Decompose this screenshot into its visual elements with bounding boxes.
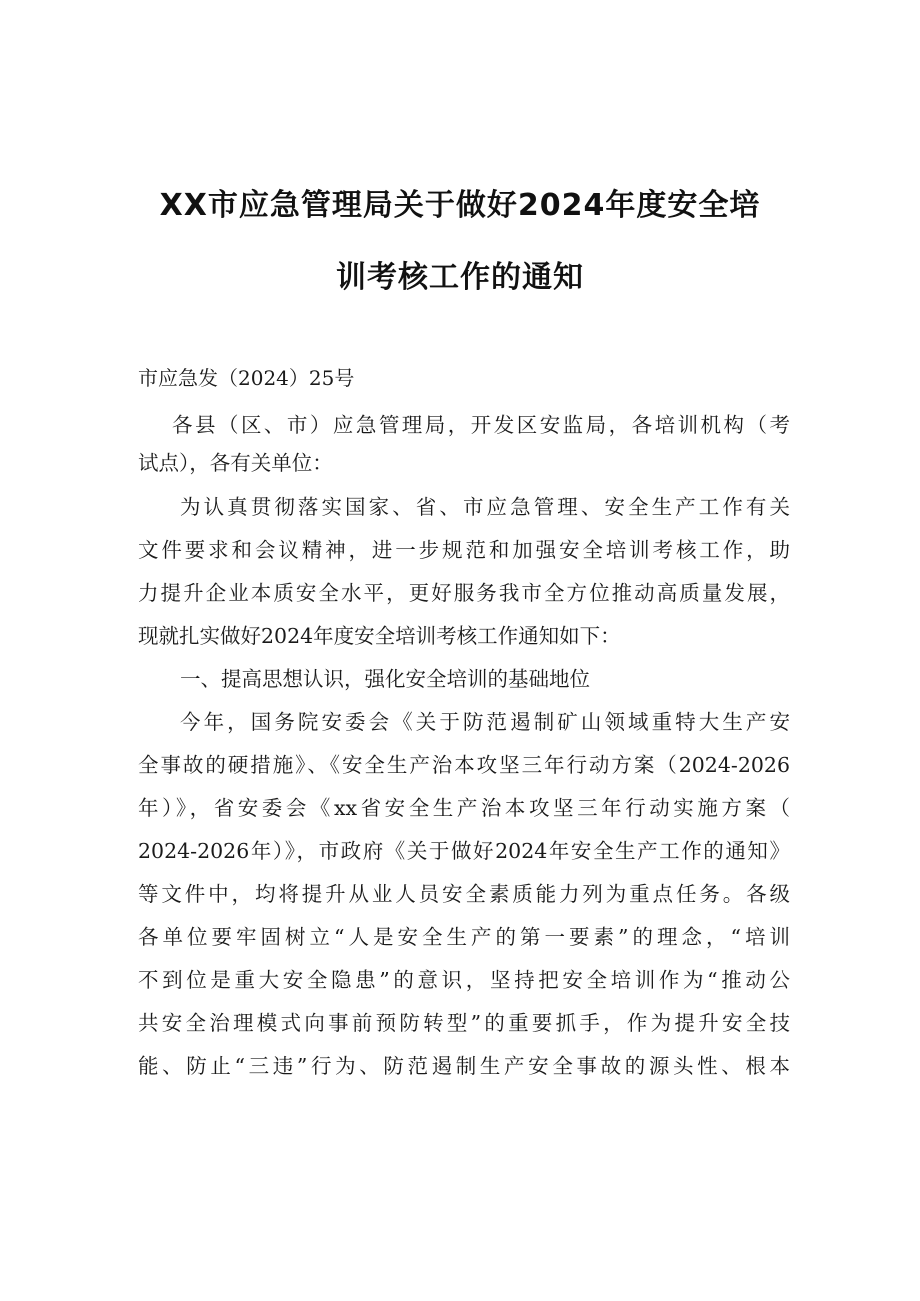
paragraph-line: 等文件中，均将提升从业人员安全素质能力列为重点任务。各级 [138,882,790,906]
document-title-line-2: 训考核工作的通知 [336,260,584,295]
document-number: 市应急发（2024）25号 [138,366,355,390]
section-heading: 一、提高思想认识，强化安全培训的基础地位 [180,667,590,691]
paragraph-line: 现就扎实做好2024年度安全培训考核工作通知如下： [138,624,621,648]
paragraph-line: 年）》，省安委会《xx省安全生产治本攻坚三年行动实施方案（ [138,796,790,820]
paragraph-line: 为认真贯彻落实国家、省、市应急管理、安全生产工作有关 [180,495,790,519]
paragraph-line: 不到位是重大安全隐患”的意识，坚持把安全培训作为“推动公 [138,968,790,992]
paragraph-line: 全事故的硬措施》、《安全生产治本攻坚三年行动方案（2024-2026 [138,753,790,777]
paragraph-line: 共安全治理模式向事前预防转型”的重要抓手，作为提升安全技 [138,1011,790,1035]
paragraph-line: 2024-2026年）》，市政府《关于做好2024年安全生产工作的通知》 [138,839,790,863]
paragraph-line: 今年，国务院安委会《关于防范遏制矿山领域重特大生产安 [180,710,790,734]
paragraph-line: 能、防止“三违”行为、防范遏制生产安全事故的源头性、根本 [138,1054,790,1078]
document-title-line-1: XX市应急管理局关于做好2024年度安全培 [159,188,761,223]
paragraph-line: 文件要求和会议精神，进一步规范和加强安全培训考核工作，助 [138,538,790,562]
paragraph-line: 力提升企业本质安全水平，更好服务我市全方位推动高质量发展， [138,581,790,605]
paragraph-line: 各单位要牢固树立“人是安全生产的第一要素”的理念，“培训 [138,925,790,949]
addressee-line-2: 试点），各有关单位： [138,451,333,475]
addressee-line-1: 各县（区、市）应急管理局，开发区安监局，各培训机构（考 [172,413,790,437]
